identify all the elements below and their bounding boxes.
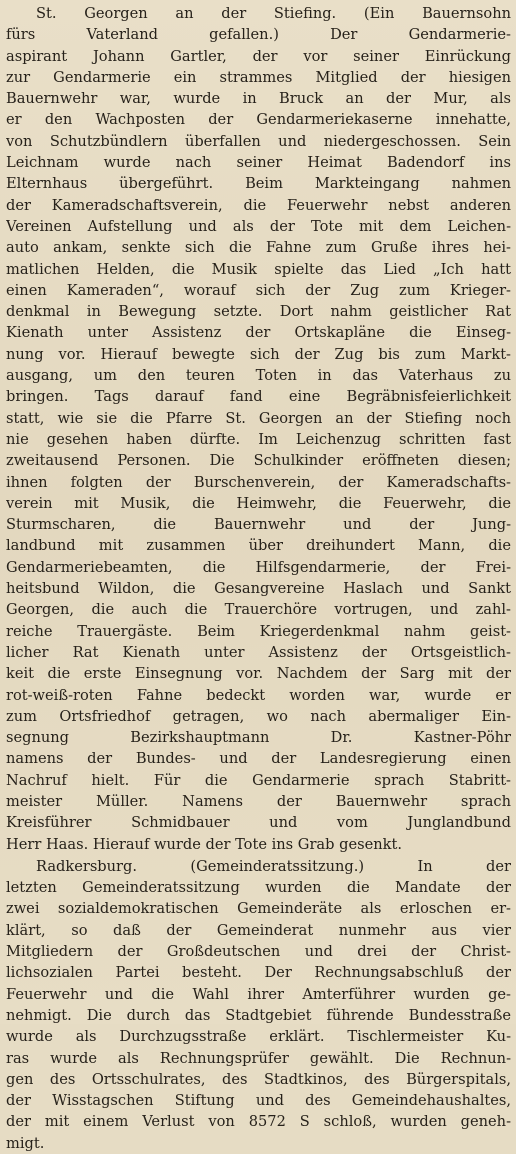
text-line: Georgen, die auch die Trauerchöre vortrugen, und zahl-: [6, 601, 511, 619]
text-line: aspirant Johann Gartler, der vor seiner Einrückung: [6, 47, 511, 65]
text-line: migt.: [6, 1134, 45, 1152]
article-st-georgen: [6, 3, 511, 855]
text-line: letzten Gemeinderatssitzung wurden die Mandate der: [6, 879, 511, 897]
text-line: ausgang, um den teuren Toten in das Vaterhaus zu: [6, 367, 511, 385]
text-line: landbund mit zusammen über dreihundert Mann, die: [6, 537, 511, 555]
text-line: einen Kameraden“, worauf sich der Zug zum Krieger-: [6, 281, 511, 299]
text-line: nehmigt. Die durch das Stadtgebiet führende Bundesstraße: [6, 1006, 511, 1024]
text-line: Nachruf hielt. Für die Gendarmerie sprach Stabritt-: [6, 771, 511, 789]
text-line: zwei sozialdemokratischen Gemeinderäte als erloschen er-: [6, 900, 511, 918]
text-line: Radkersburg. (Gemeinderatssitzung.) In der: [36, 857, 511, 875]
text-line: Herr Haas. Hierauf wurde der Tote ins Grab gesenkt.: [6, 835, 402, 853]
text-line: Mitgliedern der Großdeutschen und drei der Christ-: [6, 943, 511, 961]
text-line: klärt, so daß der Gemeinderat nunmehr aus vier: [6, 921, 511, 939]
text-line: keit die erste Einsegnung vor. Nachdem der Sarg mit der: [6, 665, 511, 683]
article-radkersburg: [6, 856, 511, 1154]
text-line: Kreisführer Schmidbauer und vom Junglandbund: [6, 814, 511, 832]
text-line: Sturmscharen, die Bauernwehr und der Jung-: [6, 516, 511, 534]
text-line: nie gesehen haben dürfte. Im Leichenzug schritten fast: [6, 430, 511, 448]
text-line: rot-weiß-roten Fahne bedeckt worden war, wurde er: [6, 686, 511, 704]
text-line: meister Müller. Namens der Bauernwehr sprach: [6, 792, 511, 810]
text-line: heitsbund Wildon, die Gesangvereine Haslach und Sankt: [6, 580, 511, 598]
text-line: Leichnam wurde nach seiner Heimat Badendorf ins: [6, 154, 511, 172]
text-line: verein mit Musik, die Heimwehr, die Feuerwehr, die: [6, 494, 511, 512]
text-line: lichsozialen Partei besteht. Der Rechnungsabschluß der: [6, 964, 511, 982]
text-line: zum Ortsfriedhof getragen, wo nach abermaliger Ein-: [6, 707, 511, 725]
text-line: Gendarmeriebeamten, die Hilfsgendarmerie, der Frei-: [6, 558, 511, 576]
text-line: Feuerwehr und die Wahl ihrer Amterführer wurden ge-: [6, 985, 511, 1003]
text-line: der Kameradschaftsverein, die Feuerwehr nebst anderen: [6, 196, 511, 214]
text-line: statt, wie sie die Pfarre St. Georgen an der Stiefing noch: [6, 409, 511, 427]
text-line: der Wisstagschen Stiftung und des Gemeindehaushaltes,: [6, 1092, 511, 1110]
text-line: wurde als Durchzugsstraße erklärt. Tischlermeister Ku-: [6, 1028, 511, 1046]
text-line: bringen. Tags darauf fand eine Begräbnisfeierlichkeit: [6, 388, 511, 406]
text-line: nung vor. Hierauf bewegte sich der Zug bis zum Markt-: [6, 345, 511, 363]
text-line: Vereinen Aufstellung und als der Tote mit dem Leichen-: [6, 217, 511, 235]
text-line: namens der Bundes- und der Landesregierung einen: [6, 750, 511, 768]
text-line: segnung Bezirkshauptmann Dr. Kastner-Pöhr: [6, 729, 511, 747]
text-line: zur Gendarmerie ein strammes Mitglied der hiesigen: [6, 68, 511, 86]
text-line: St. Georgen an der Stiefing. (Ein Bauernsohn: [36, 5, 511, 22]
text-line: ras wurde als Rechnungsprüfer gewählt. Die Rechnun-: [6, 1049, 511, 1067]
text-line: reiche Trauergäste. Beim Kriegerdenkmal nahm geist-: [6, 622, 511, 640]
text-line: Kienath unter Assistenz der Ortskapläne die Einseg-: [6, 324, 511, 342]
text-line: denkmal in Bewegung setzte. Dort nahm geistlicher Rat: [6, 303, 511, 321]
text-line: zweitausend Personen. Die Schulkinder eröffneten diesen;: [6, 452, 511, 470]
text-line: Bauernwehr war, wurde in Bruck an der Mur, als: [6, 90, 511, 108]
text-line: ihnen folgten der Burschenverein, der Kameradschafts-: [6, 473, 511, 491]
text-line: Elternhaus übergeführt. Beim Markteingang nahmen: [6, 175, 511, 193]
text-line: der mit einem Verlust von 8572 S schloß, wurden geneh-: [6, 1113, 511, 1131]
text-line: er den Wachposten der Gendarmeriekaserne innehatte,: [6, 111, 511, 129]
text-line: auto ankam, senkte sich die Fahne zum Gruße ihres hei-: [6, 239, 511, 257]
text-line: von Schutzbündlern überfallen und niedergeschossen. Sein: [6, 132, 511, 150]
text-line: gen des Ortsschulrates, des Stadtkinos, des Bürgerspitals,: [6, 1070, 511, 1088]
text-line: fürs Vaterland gefallen.) Der Gendarmerie-: [6, 26, 511, 44]
text-line: matlichen Helden, die Musik spielte das Lied „Ich hatt: [6, 260, 511, 278]
text-line: licher Rat Kienath unter Assistenz der Ortsgeistlich-: [6, 643, 511, 661]
